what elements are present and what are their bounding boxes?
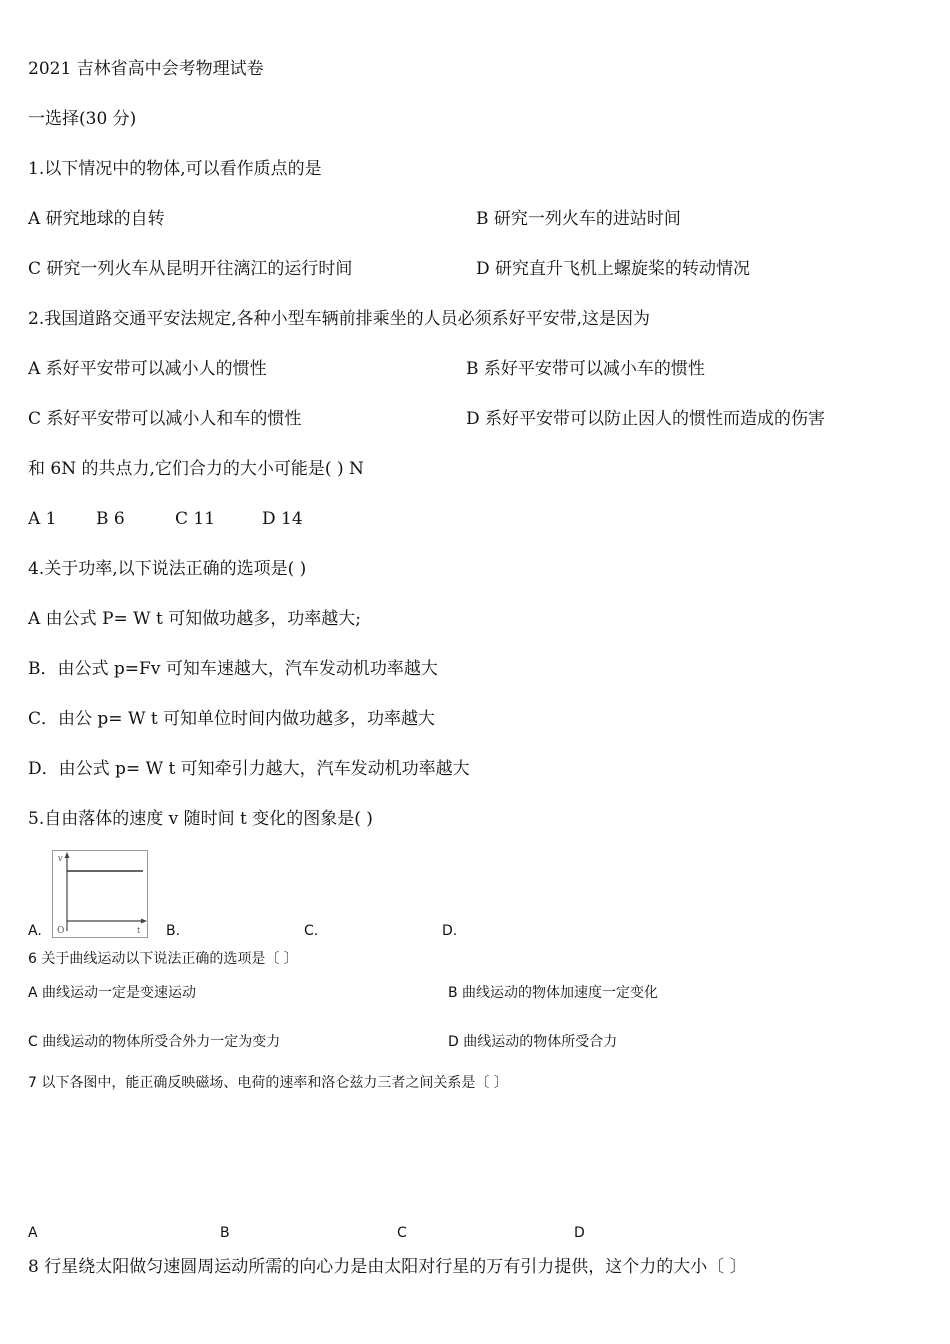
question-1-option-b: B 研究一列火车的进站时间 [476, 209, 681, 229]
question-5-option-c: C. [304, 923, 319, 939]
graph-y-label: v [58, 854, 63, 863]
question-3-option-a: A 1 [28, 509, 57, 529]
question-6-stem: 6 关于曲线运动以下说法正确的选项是〔 〕 [28, 951, 298, 967]
graph-x-label: t [137, 926, 141, 935]
question-7-option-b: B [220, 1225, 230, 1241]
question-5-stem: 5.自由落体的速度 v 随时间 t 变化的图象是( ) [28, 809, 373, 829]
question-6-option-c: C 曲线运动的物体所受合外力一定为变力 [28, 1034, 281, 1050]
question-1-option-a: A 研究地球的自转 [28, 209, 165, 229]
question-5-option-a: A. [28, 923, 42, 939]
question-7-option-a: A [28, 1225, 38, 1241]
question-4-option-d: D．由公式 p= W t 可知牵引力越大，汽车发动机功率越大 [28, 759, 470, 779]
question-3-stem: 和 6N 的共点力,它们合力的大小可能是( ) N [28, 459, 364, 479]
question-5-option-d: D. [442, 923, 458, 939]
question-6-option-d: D 曲线运动的物体所受合力 [448, 1034, 618, 1050]
question-1-option-c: C 研究一列火车从昆明开往漓江的运行时间 [28, 259, 353, 279]
question-2-option-b: B 系好平安带可以减小车的惯性 [466, 359, 705, 379]
question-2-stem: 2.我国道路交通平安法规定,各种小型车辆前排乘坐的人员必须系好平安带,这是因为 [28, 309, 651, 329]
question-2-option-c: C 系好平安带可以减小人和车的惯性 [28, 409, 302, 429]
question-2-option-d: D 系好平安带可以防止因人的惯性而造成的伤害 [466, 409, 826, 429]
question-1-stem: 1.以下情况中的物体,可以看作质点的是 [28, 159, 322, 179]
question-4-stem: 4.关于功率,以下说法正确的选项是( ) [28, 559, 307, 579]
section-heading: 一选择(30 分) [28, 109, 137, 129]
question-5-graph-a [52, 850, 148, 938]
exam-title: 2021 吉林省高中会考物理试卷 [28, 59, 264, 79]
question-6-option-a: A 曲线运动一定是变速运动 [28, 985, 197, 1001]
question-4-option-a: A 由公式 P= W t 可知做功越多，功率越大; [28, 609, 362, 629]
question-3-option-c: C 11 [175, 509, 216, 529]
question-3-option-b: B 6 [96, 509, 125, 529]
question-8-stem: 8 行星绕太阳做匀速圆周运动所需的向心力是由太阳对行星的万有引力提供，这个力的大小〔 〕 [28, 1257, 747, 1277]
graph-origin-label: O [57, 926, 65, 936]
question-5-option-b: B. [166, 923, 181, 939]
v-t-graph [53, 851, 147, 937]
question-4-option-c: C．由公 p= W t 可知单位时间内做功越多，功率越大 [28, 709, 436, 729]
question-2-option-a: A 系好平安带可以减小人的惯性 [28, 359, 267, 379]
question-7-option-c: C [397, 1225, 407, 1241]
question-7-option-d: D [574, 1225, 585, 1241]
question-4-option-b: B．由公式 p=Fv 可知车速越大，汽车发动机功率越大 [28, 659, 438, 679]
question-1-option-d: D 研究直升飞机上螺旋桨的转动情况 [476, 259, 751, 279]
question-7-stem: 7 以下各图中，能正确反映磁场、电荷的速率和洛仑兹力三者之间关系是〔 〕 [28, 1075, 508, 1091]
question-6-option-b: B 曲线运动的物体加速度一定变化 [448, 985, 659, 1001]
question-3-option-d: D 14 [262, 509, 303, 529]
